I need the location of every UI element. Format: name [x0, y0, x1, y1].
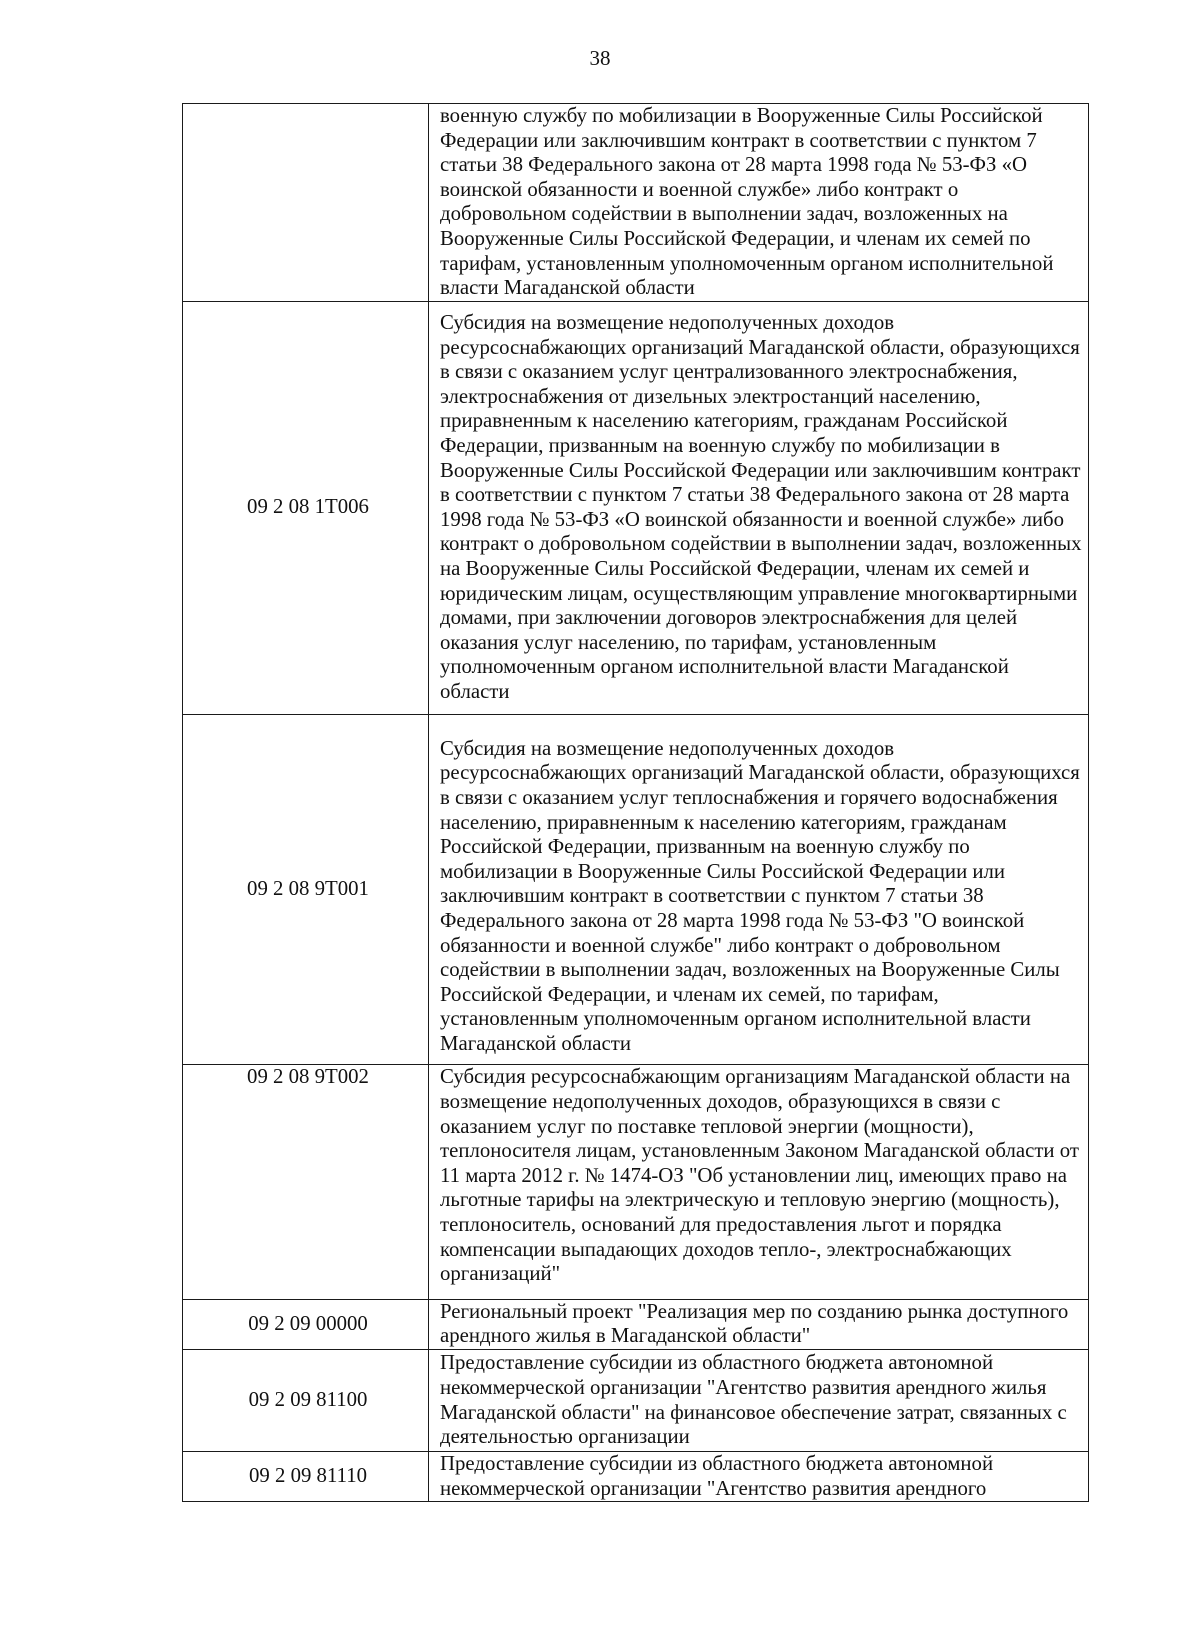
code-cell: 09 2 08 9Т001 [183, 714, 429, 1065]
table-row [183, 1350, 1089, 1452]
description-cell: Субсидия ресурсоснабжающим организациям Магаданской области на возмещение недополученных доходов, образующихся в связи с оказанием услуг по поставке тепловой энергии (мощности), теплоносителя лицам, установленным Законом Магаданской области от 11 марта 2012 г. № 1474-ОЗ "Об установлении лиц, имеющих право на льготные тарифы на электрическую и тепловую энергию (мощность), теплоноситель, оснований для предоставления льгот и порядка компенсации выпадающих доходов тепло-, электроснабжающих организаций" [429, 1065, 1089, 1299]
table-row [183, 1065, 1089, 1299]
code-cell: 09 2 08 9Т002 [183, 1065, 429, 1299]
code-cell: 09 2 09 81100 [183, 1350, 429, 1452]
budget-classification-table [182, 103, 1089, 1502]
code-cell [183, 104, 429, 302]
code-cell: 09 2 09 81110 [183, 1452, 429, 1502]
table-row [183, 1299, 1089, 1349]
table-row [183, 301, 1089, 714]
page-number: 38 [589, 46, 611, 70]
table-row [183, 1452, 1089, 1502]
description-cell: Предоставление субсидии из областного бюджета автономной некоммерческой организации "Агентство развития арендного жилья Магаданской области" на финансовое обеспечение затрат, связанных с деятельностью организации [429, 1350, 1089, 1452]
description-cell: Региональный проект "Реализация мер по созданию рынка доступного арендного жилья в Магаданской области" [429, 1299, 1089, 1349]
code-cell: 09 2 09 00000 [183, 1299, 429, 1349]
description-cell: Субсидия на возмещение недополученных доходов ресурсоснабжающих организаций Магаданской области, образующихся в связи с оказанием услуг централизованного электроснабжения, электроснабжения от дизельных электростанций населению, приравненным к населению категориям, гражданам Российской Федерации, призванным на военную службу по мобилизации в Вооруженные Силы Российской Федерации или заключившим контракт в соответствии с пунктом 7 статьи 38 Федерального закона от 28 марта 1998 года № 53-ФЗ «О воинской обязанности и военной службе» либо контракт о добровольном содействии в выполнении задач, возложенных на Вооруженные Силы Российской Федерации, членам их семей и юридическим лицам, осуществляющим управление многоквартирными домами, при заключении договоров электроснабжения для целей оказания услуг населению, по тарифам, установленным уполномоченным органом исполнительной власти Магаданской области [429, 301, 1089, 714]
table-row [183, 104, 1089, 302]
description-cell: военную службу по мобилизации в Вооруженные Силы Российской Федерации или заключившим контракт в соответствии с пунктом 7 статьи 38 Федерального закона от 28 марта 1998 года № 53-ФЗ «О воинской обязанности и военной службе» либо контракт о добровольном содействии в выполнении задач, возложенных на Вооруженные Силы Российской Федерации, и членам их семей по тарифам, установленным уполномоченным органом исполнительной власти Магаданской области [429, 104, 1089, 302]
table-row [183, 714, 1089, 1065]
description-cell: Предоставление субсидии из областного бюджета автономной некоммерческой организации "Агентство развития арендного [429, 1452, 1089, 1502]
description-cell: Субсидия на возмещение недополученных доходов ресурсоснабжающих организаций Магаданской области, образующихся в связи с оказанием услуг теплоснабжения и горячего водоснабжения населению, приравненным к населению категориям, гражданам Российской Федерации, призванным на военную службу по мобилизации в Вооруженные Силы Российской Федерации или заключившим контракт в соответствии с пунктом 7 статьи 38 Федерального закона от 28 марта 1998 года № 53-ФЗ "О воинской обязанности и военной службе" либо контракт о добровольном содействии в выполнении задач, возложенных на Вооруженные Силы Российской Федерации, и членам их семей, по тарифам, установленным уполномоченным органом исполнительной власти Магаданской области [429, 714, 1089, 1065]
code-cell: 09 2 08 1Т006 [183, 301, 429, 714]
